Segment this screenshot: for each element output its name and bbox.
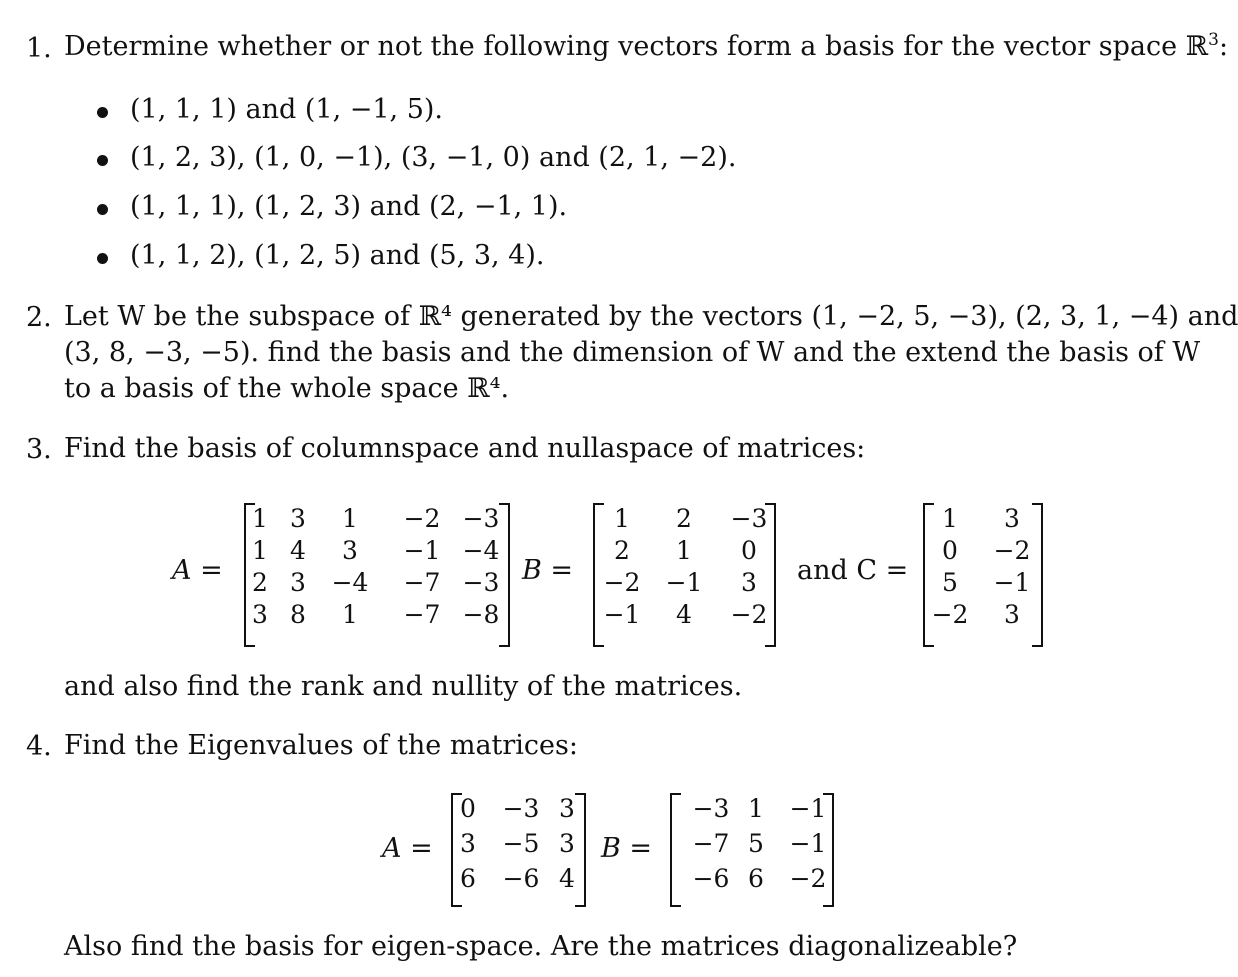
matrix-cell: 3 xyxy=(342,536,358,565)
matrix-cell: −3 xyxy=(502,794,540,823)
matrix-cell: 3 xyxy=(1004,504,1020,533)
bullet-icon xyxy=(97,253,108,264)
matrix-cell: 4 xyxy=(559,864,575,893)
problem-1-item-1: (1, 1, 1) and (1, −1, 5). xyxy=(130,94,444,125)
problem-3-number: 3. xyxy=(26,434,52,465)
matrix-cell: 1 xyxy=(614,504,630,533)
problem-1-item-2: (1, 2, 3), (1, 0, −1), (3, −1, 0) and (2, 1, −2). xyxy=(130,142,737,173)
matrix-cell: 1 xyxy=(676,536,692,565)
matrix-cell: 3 xyxy=(741,568,757,597)
matrix-cell: 3 xyxy=(559,794,575,823)
matrix-cell: −2 xyxy=(730,600,768,629)
matrix-cell: −3 xyxy=(692,794,730,823)
problem-3-text: Find the basis of columnspace and nullaspace of matrices: xyxy=(64,433,866,464)
matrix-cell: 5 xyxy=(748,829,764,858)
matrix-cell: −6 xyxy=(692,864,730,893)
problem-1-number: 1. xyxy=(26,33,52,64)
matrix-cell: 3 xyxy=(460,829,476,858)
matrix-cell: 2 xyxy=(614,536,630,565)
matrix-cell: −5 xyxy=(502,829,540,858)
matrix-cell: 0 xyxy=(942,536,958,565)
problem-3-followup: and also find the rank and nullity of the matrices. xyxy=(64,671,743,702)
matrix-cell: 1 xyxy=(252,504,268,533)
matrix-cell: 1 xyxy=(342,504,358,533)
bullet-icon xyxy=(97,155,108,166)
bullet-icon xyxy=(97,204,108,215)
matrix-cell: −3 xyxy=(462,504,500,533)
matrix-cell: 4 xyxy=(290,536,306,565)
matrix-cell: 1 xyxy=(748,794,764,823)
problem-4-number: 4. xyxy=(26,731,52,762)
left-bracket xyxy=(670,793,681,907)
problem-2-line-1: Let W be the subspace of ℝ⁴ generated by the vectors (1, −2, 5, −3), (2, 3, 1, −4) and xyxy=(64,301,1238,332)
eigen-matrix-a-label: A = xyxy=(382,833,433,864)
matrix-cell: −7 xyxy=(403,568,441,597)
matrix-cell: −6 xyxy=(502,864,540,893)
matrix-cell: −2 xyxy=(403,504,441,533)
problem-2-line-3: to a basis of the whole space ℝ⁴. xyxy=(64,373,510,404)
matrix-cell: −1 xyxy=(665,568,703,597)
matrix-cell: −7 xyxy=(692,829,730,858)
matrix-cell: −2 xyxy=(931,600,969,629)
problem-1-item-4: (1, 1, 2), (1, 2, 5) and (5, 3, 4). xyxy=(130,240,545,271)
matrix-cell: 2 xyxy=(676,504,692,533)
problem-1-colon: : xyxy=(1218,31,1229,62)
matrix-cell: 0 xyxy=(460,794,476,823)
eigen-matrix-b-label: B = xyxy=(601,833,653,864)
matrix-cell: 6 xyxy=(460,864,476,893)
matrix-cell: 3 xyxy=(559,829,575,858)
matrix-cell: −8 xyxy=(462,600,500,629)
matrix-cell: 5 xyxy=(942,568,958,597)
matrix-cell: −7 xyxy=(403,600,441,629)
problem-4-text: Find the Eigenvalues of the matrices: xyxy=(64,730,578,761)
problem-1-text xyxy=(64,30,1228,64)
matrix-cell: 1 xyxy=(252,536,268,565)
matrix-cell: −4 xyxy=(462,536,500,565)
matrix-cell: 0 xyxy=(741,536,757,565)
matrix-cell: 3 xyxy=(290,504,306,533)
matrix-b-label: B = xyxy=(522,555,574,586)
problem-1-exponent: 3 xyxy=(1208,30,1219,50)
matrix-cell: −2 xyxy=(993,536,1031,565)
matrix-cell: −4 xyxy=(331,568,369,597)
matrix-cell: 6 xyxy=(748,864,764,893)
bullet-icon xyxy=(97,107,108,118)
problem-2-line-2: (3, 8, −3, −5). find the basis and the dimension of W and the extend the basis of W xyxy=(64,337,1201,368)
matrix-cell: −1 xyxy=(603,600,641,629)
matrix-cell: −1 xyxy=(403,536,441,565)
matrix-cell: −2 xyxy=(603,568,641,597)
matrix-a-label: A = xyxy=(172,555,223,586)
matrix-cell: 8 xyxy=(290,600,306,629)
matrix-cell: −1 xyxy=(789,794,827,823)
matrix-cell: 1 xyxy=(942,504,958,533)
matrix-cell: −3 xyxy=(730,504,768,533)
matrix-cell: −1 xyxy=(789,829,827,858)
problem-2-number: 2. xyxy=(26,302,52,333)
matrix-cell: −2 xyxy=(789,864,827,893)
matrix-cell: −3 xyxy=(462,568,500,597)
matrix-cell: −1 xyxy=(993,568,1031,597)
matrix-cell: 3 xyxy=(252,600,268,629)
matrix-cell: 1 xyxy=(342,600,358,629)
matrix-cell: 4 xyxy=(676,600,692,629)
matrix-cell: 3 xyxy=(290,568,306,597)
matrix-cell: 2 xyxy=(252,568,268,597)
problem-1-item-3: (1, 1, 1), (1, 2, 3) and (2, −1, 1). xyxy=(130,191,568,222)
problem-1-statement: Determine whether or not the following vectors form a basis for the vector space ℝ xyxy=(64,31,1209,62)
matrix-cell: 3 xyxy=(1004,600,1020,629)
problem-4-followup: Also find the basis for eigen-space. Are the matrices diagonalizeable? xyxy=(64,931,1018,962)
matrix-c-label: and C = xyxy=(797,555,909,586)
